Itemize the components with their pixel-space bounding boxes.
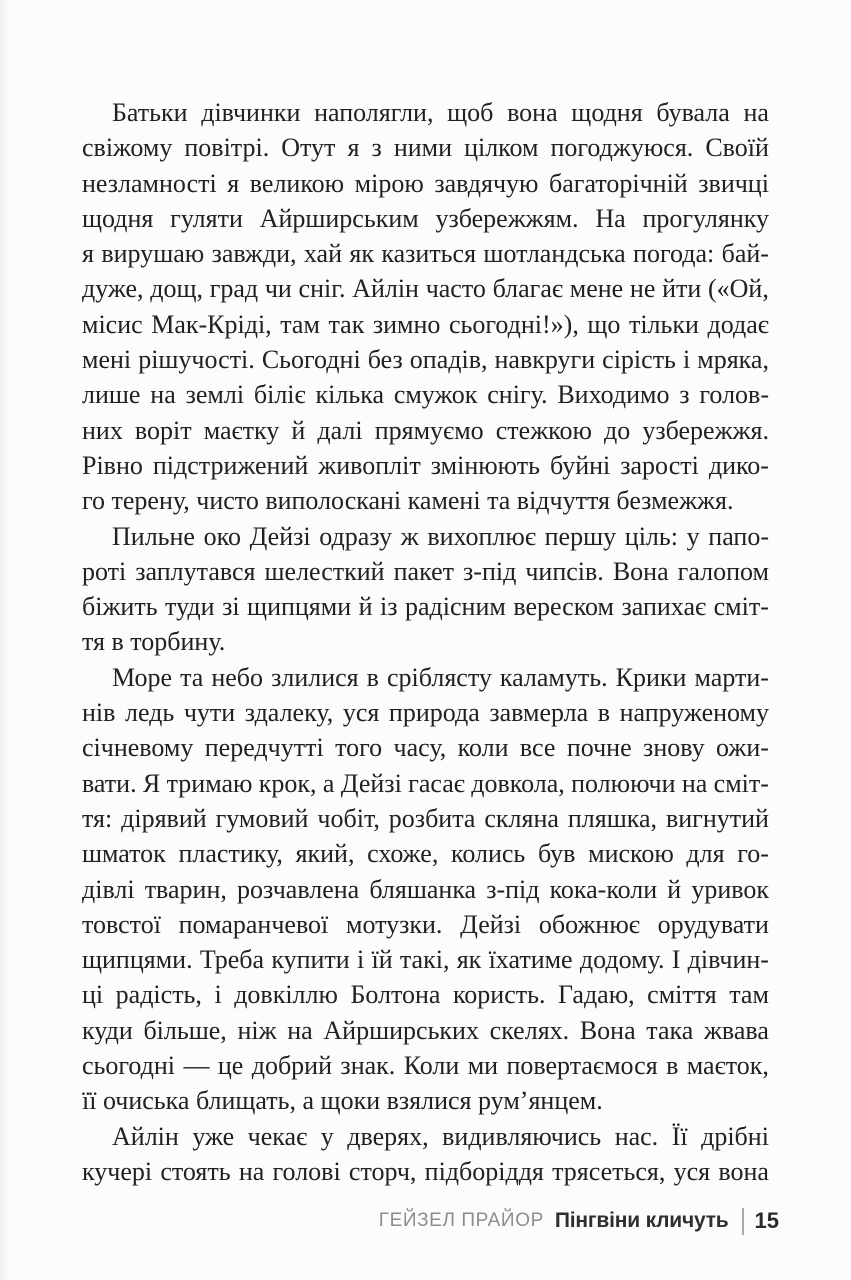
footer-page-number: 15 bbox=[754, 1208, 779, 1233]
text-line: нів ледь чути здалеку, уся природа завмерла в напруженому bbox=[82, 698, 769, 728]
text-line: біжить туди зі щипцями й із радісним вереском запихає сміт- bbox=[82, 592, 769, 622]
text-line: Море та небо злилися в сріблясту каламуть. Крики марти- bbox=[112, 662, 769, 692]
text-line: товстої помаранчевої мотузки. Дейзі обожнює орудувати bbox=[82, 909, 769, 939]
text-line: Рівно підстрижений живопліт змінюють буйні зарості дико- bbox=[82, 450, 769, 480]
text-line: кучері стоять на голові сторч, підборіддя трясеться, уся вона bbox=[82, 1156, 769, 1186]
text-line: місис Мак-Кріді, там так зимно сьогодні!»), що тільки додає bbox=[82, 309, 769, 339]
book-page-text bbox=[82, 95, 769, 1189]
text-line: Пильне око Дейзі одразу ж вихоплює першу ціль: у папо- bbox=[112, 521, 769, 551]
text-line: незламності я великою мірою завдячую багаторічній звичці bbox=[82, 168, 769, 198]
text-line: мені рішучості. Сьогодні без опадів, навкруги сірість і мряка, bbox=[82, 345, 769, 375]
text-line: Айлін уже чекає у дверях, видивляючись нас. Її дрібні bbox=[112, 1121, 769, 1151]
text-line: ці радість, і довкіллю Болтона користь. Гадаю, сміття там bbox=[82, 980, 769, 1010]
text-line: вати. Я тримаю крок, а Дейзі гасає довкола, полюючи на сміт- bbox=[82, 768, 769, 798]
text-line: дуже, дощ, град чи сніг. Айлін часто благає мене не йти («Ой, bbox=[82, 274, 769, 304]
page-footer bbox=[379, 1204, 779, 1238]
text-line: щипцями. Треба купити і їй такі, як їхатиме додому. І дівчин- bbox=[82, 945, 769, 975]
text-line: роті заплутався шелесткий пакет з-під чипсів. Вона галопом bbox=[82, 556, 769, 586]
footer-book-title: Пінгвіни кличуть bbox=[554, 1209, 729, 1232]
paragraph bbox=[82, 519, 769, 660]
paragraph bbox=[82, 95, 769, 519]
text-line: щодня гуляти Айрширським узбережжям. На прогулянку bbox=[82, 203, 769, 233]
text-line: тя: дірявий гумовий чобіт, розбита скляна пляшка, вигнутий bbox=[82, 803, 769, 833]
paragraph bbox=[82, 1119, 769, 1190]
text-line: тя в торбину. bbox=[82, 627, 226, 657]
text-line: куди більше, ніж на Айрширських скелях. Вона така жвава bbox=[82, 1015, 769, 1045]
text-line: її очиська блищать, а щоки взялися рум’янцем. bbox=[82, 1086, 603, 1116]
text-line: січневому передчутті того часу, коли все почне знову ожи- bbox=[82, 733, 769, 763]
paragraph bbox=[82, 660, 769, 1119]
text-line: шматок пластику, який, схоже, колись був мискою для го- bbox=[82, 839, 769, 869]
text-line: я вирушаю завжди, хай як казиться шотландська погода: бай- bbox=[82, 239, 769, 269]
text-line: свіжому повітрі. Отут я з ними цілком погоджуюся. Своїй bbox=[82, 133, 769, 163]
text-line: лише на землі біліє кілька смужок снігу. Виходимо з голов- bbox=[82, 380, 769, 410]
text-line: них воріт маєтку й далі прямуємо стежкою до узбережжя. bbox=[82, 415, 769, 445]
text-line: дівлі тварин, розчавлена бляшанка з-під кока-коли й уривок bbox=[82, 874, 769, 904]
footer-divider bbox=[742, 1208, 744, 1235]
text-line: го терену, чисто виполоскані камені та відчуття безмежжя. bbox=[82, 486, 734, 516]
text-line: сьогодні — це добрий знак. Коли ми повертаємося в маєток, bbox=[82, 1051, 769, 1081]
footer-author-name: ГЕЙЗЕЛ ПРАЙОР bbox=[378, 1210, 544, 1231]
text-line: Батьки дівчинки наполягли, щоб вона щодня бувала на bbox=[112, 98, 769, 127]
